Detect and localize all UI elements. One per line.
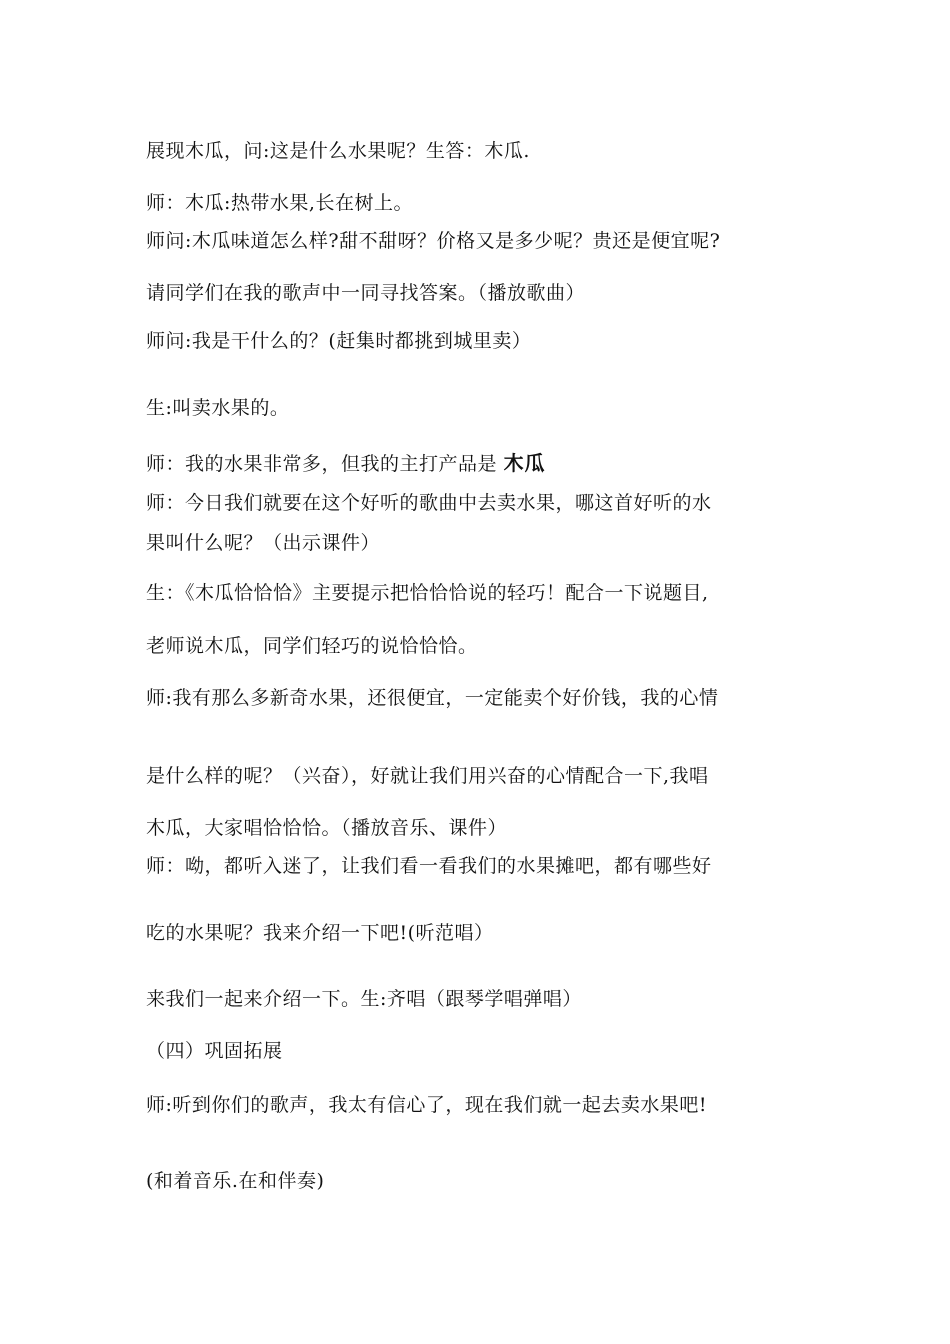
text-line-12: 师:我有那么多新奇水果，还很便宜，一定能卖个好价钱，我的心情 <box>146 687 719 709</box>
text-line-15: 师：呦，都听入迷了，让我们看一看我们的水果摊吧，都有哪些好 <box>146 855 712 877</box>
text-line-13: 是什么样的呢？（兴奋），好就让我们用兴奋的心情配合一下,我唱 <box>146 765 709 787</box>
text-line-7-main: 师：我的水果非常多，但我的主打产品是 <box>146 453 498 475</box>
section-heading: （四）巩固拓展 <box>146 1040 283 1062</box>
text-line-4: 请同学们在我的歌声中一同寻找答案。（播放歌曲） <box>146 282 586 304</box>
text-line-7 <box>146 450 546 477</box>
text-line-19: (和着音乐.在和伴奏) <box>146 1170 325 1192</box>
text-line-14: 木瓜，大家唱恰恰恰。（播放音乐、课件） <box>146 817 508 839</box>
text-line-11: 老师说木瓜，同学们轻巧的说恰恰恰。 <box>146 635 478 657</box>
text-line-18: 师:听到你们的歌声，我太有信心了，现在我们就一起去卖水果吧! <box>146 1094 708 1116</box>
text-line-6: 生:叫卖水果的。 <box>146 397 290 419</box>
text-line-17: 来我们一起来介绍一下。生:齐唱（跟琴学唱弹唱） <box>146 988 582 1010</box>
text-line-3: 师问:木瓜味道怎么样?甜不甜呀？价格又是多少呢？贵还是便宜呢? <box>146 230 721 252</box>
text-line-5: 师问:我是干什么的？(赶集时都挑到城里卖） <box>146 330 532 352</box>
text-line-10: 生：《木瓜恰恰恰》主要提示把恰恰恰说的轻巧！配合一下说题目, <box>146 582 709 604</box>
text-line-1: 展现木瓜，问:这是什么水果呢？生答：木瓜. <box>146 140 530 162</box>
text-line-8: 师：今日我们就要在这个好听的歌曲中去卖水果，哪这首好听的水 <box>146 492 712 514</box>
text-line-9: 果叫什么呢？（出示课件） <box>146 532 381 554</box>
product-emphasis: 木瓜 <box>503 451 546 475</box>
text-line-2: 师：木瓜:热带水果,长在树上。 <box>146 192 413 214</box>
text-line-16: 吃的水果呢？我来介绍一下吧!(听范唱） <box>146 922 494 944</box>
